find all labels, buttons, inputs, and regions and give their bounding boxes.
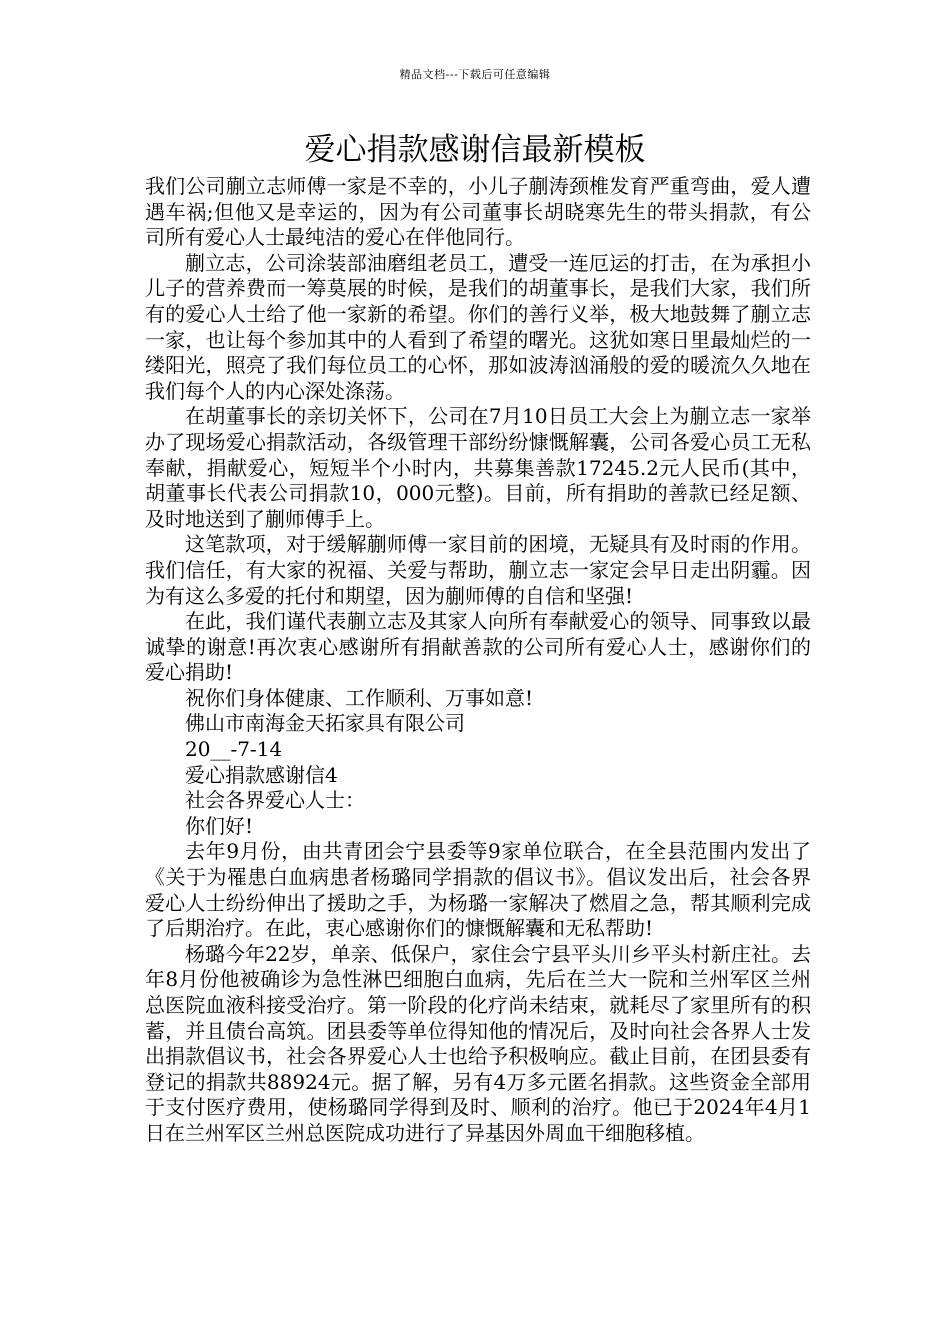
greeting: 你们好!	[185, 813, 254, 838]
paragraph-5: 在此，我们谨代表蒯立志及其家人向所有奉献爱心的领导、同事致以最诚挚的谢意!再次衷心感谢所有捐献善款的公司所有爱心人士，感谢你们的爱心捐助!	[145, 609, 811, 685]
paragraph-1: 我们公司蒯立志师傅一家是不幸的，小儿子蒯涛颈椎发育严重弯曲，爱人遭遇车祸;但他又是幸运的，因为有公司董事长胡晓寒先生的带头捐款，有公司所有爱心人士最纯洁的爱心在伴他同行。	[145, 174, 811, 250]
header-note: 精品文档---下载后可任意编辑	[399, 68, 551, 81]
paragraph-4: 这笔款项，对于缓解蒯师傅一家目前的困境，无疑具有及时雨的作用。我们信任，有大家的祝福、关爱与帮助，蒯立志一家定会早日走出阴霾。因为有这么多爱的托付和期望，因为蒯师傅的自信和坚强!	[145, 532, 811, 608]
paragraph-3: 在胡董事长的亲切关怀下，公司在7月10日员工大会上为蒯立志一家举办了现场爱心捐款活动，各级管理干部纷纷慷慨解囊，公司各爱心员工无私奉献，捐献爱心，短短半个小时内，共募集善款17245.2元人民币(其中，胡董事长代表公司捐款10，000元整)。目前，所有捐助的善款已经足额、及时地送到了蒯师傅手上。	[145, 404, 811, 531]
salutation: 社会各界爱心人士：	[185, 788, 365, 813]
signature-company: 佛山市南海金天拓家具有限公司	[185, 711, 465, 736]
paragraph-2: 蒯立志，公司涂装部油磨组老员工，遭受一连厄运的打击，在为承担小儿子的营养费而一筹莫展的时候，是我们的胡董事长，是我们大家，我们所有的爱心人士给了他一家新的希望。你们的善行义举，极大地鼓舞了蒯立志一家，也让每个参加其中的人看到了希望的曙光。这犹如寒日里最灿烂的一缕阳光，照亮了我们每位员工的心怀，那如波涛汹涌般的爱的暖流久久地在我们每个人的内心深处涤荡。	[145, 250, 811, 403]
signature-date: 20__-7-14	[185, 737, 283, 762]
closing-wish: 祝你们身体健康、工作顺利、万事如意!	[185, 685, 534, 710]
page-title: 爱心捐款感谢信最新模板	[304, 132, 646, 168]
paragraph-7: 杨璐今年22岁，单亲、低保户，家住会宁县平头川乡平头村新庄社。去年8月份他被确诊为急性淋巴细胞白血病，先后在兰大一院和兰州军区兰州总医院血液科接受治疗。第一阶段的化疗尚未结束，就耗尽了家里所有的积蓄，并且债台高筑。团县委等单位得知他的情况后，及时向社会各界人士发出捐款倡议书，社会各界爱心人士也给予积极响应。截止目前，在团县委有登记的捐款共88924元。据了解，另有4万多元匿名捐款。这些资金全部用于支付医疗费用，使杨璐同学得到及时、顺利的治疗。他已于2024年4月1日在兰州军区兰州总医院成功进行了异基因外周血干细胞移植。	[145, 941, 811, 1145]
document-body	[145, 174, 811, 1147]
paragraph-6: 去年9月份，由共青团会宁县委等9家单位联合，在全县范围内发出了《关于为罹患白血病患者杨璐同学捐款的倡议书》。倡议发出后，社会各界爱心人士纷纷伸出了援助之手，为杨璐一家解决了燃眉之急，帮其顺利完成了后期治疗。在此，衷心感谢你们的慷慨解囊和无私帮助!	[145, 839, 811, 941]
section-heading: 爱心捐款感谢信4	[185, 762, 338, 787]
